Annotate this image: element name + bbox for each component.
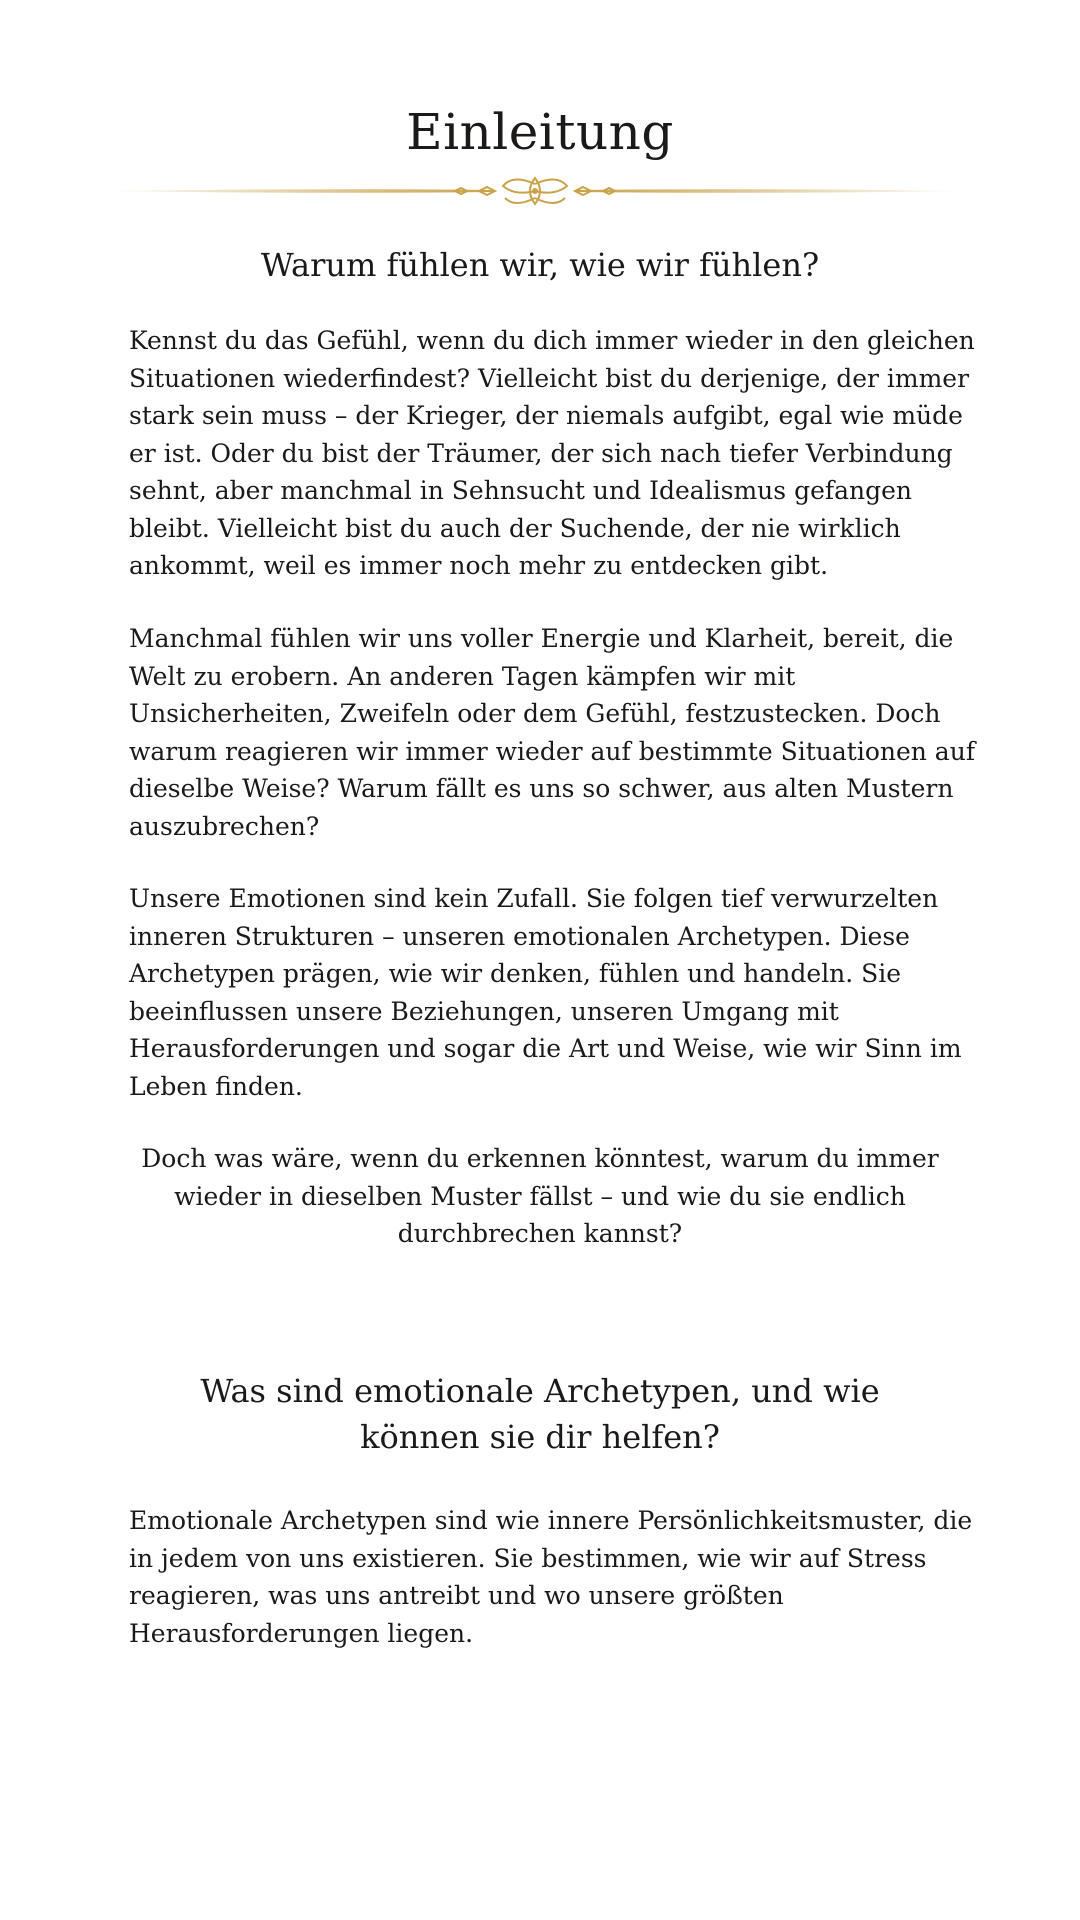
ornament-divider-icon [95, 166, 975, 216]
closing-question: Doch was wäre, wenn du erkennen könntest, warum du immer wieder in dieselben Muster fällst – und wie du sie endlich durchbrechen kannst? [141, 1144, 939, 1248]
body-paragraph-4: Emotionale Archetypen sind wie innere Persönlichkeitsmuster, die in jedem von uns existieren. Sie bestimmen, wie wir auf Stress reagieren, was uns antreibt und wo unsere größten Herausforderungen liegen. [129, 1506, 973, 1648]
section-heading-2: Was sind emotionale Archetypen, und wie können sie dir helfen? [200, 1372, 880, 1456]
page-title: Einleitung [406, 103, 674, 161]
body-paragraph-3: Unsere Emotionen sind kein Zufall. Sie folgen tief verwurzelten inneren Strukturen – unseren emotionalen Archetypen. Diese Archetypen prägen, wie wir denken, fühlen und handeln. Sie beeinflussen unsere Beziehungen, unseren Umgang mit Herausforderungen und sogar die Art und Weise, wie wir Sinn im Leben finden. [129, 884, 962, 1101]
section-heading-1: Warum fühlen wir, wie wir fühlen? [260, 246, 820, 284]
body-paragraph-1: Kennst du das Gefühl, wenn du dich immer wieder in den gleichen Situationen wiederfindest? Vielleicht bist du derjenige, der immer stark sein muss – der Krieger, der niemals aufgibt, egal wie müde er ist. Oder du bist der Träumer, der sich nach tiefer Verbindung sehnt, aber manchmal in Sehnsucht und Idealismus gefangen bleibt. Vielleicht bist du auch der Suchende, der nie wirklich ankommt, weil es immer noch mehr zu entdecken gibt. [129, 326, 975, 580]
body-paragraph-2: Manchmal fühlen wir uns voller Energie und Klarheit, bereit, die Welt zu erobern. An anderen Tagen kämpfen wir mit Unsicherheiten, Zweifeln oder dem Gefühl, festzustecken. Doch warum reagieren wir immer wieder auf bestimmte Situationen auf dieselbe Weise? Warum fällt es uns so schwer, aus alten Mustern auszubrechen? [129, 624, 976, 841]
